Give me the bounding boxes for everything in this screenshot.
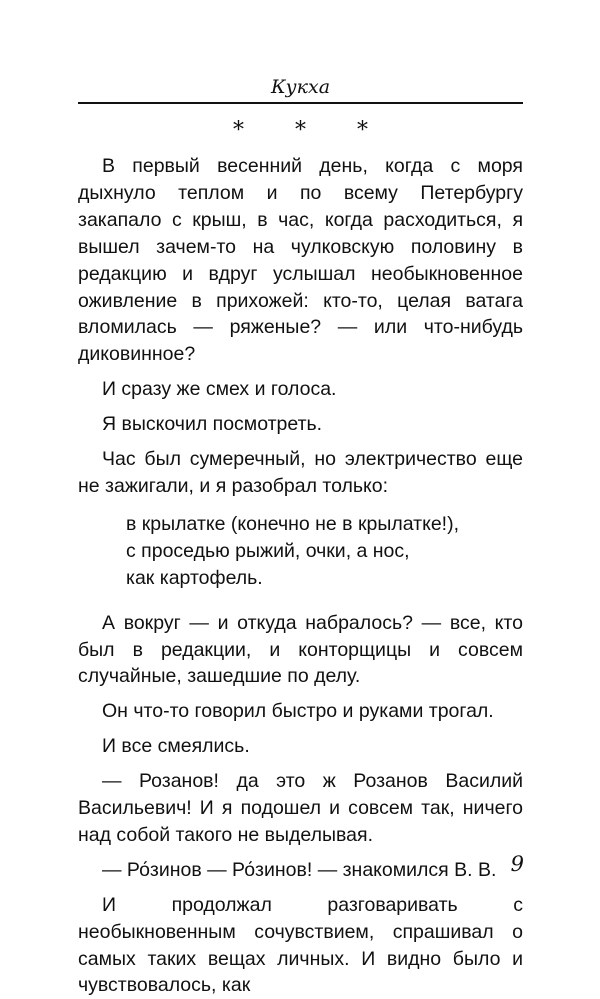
paragraph: — Розанов! да это ж Розанов Василий Васильевич! И я подошел и совсем так, ничего над собой такого не выделывая. [78,770,523,846]
page-number: 9 [510,852,524,876]
paragraph: И продолжал разговаривать с необыкновенным сочувствием, спрашивал о самых таких вещах личных. И видно было и чувствовалось, как [78,893,523,997]
verse-line: в крылатке (конечно не в крылатке!), [126,512,460,535]
verse-line: с проседью рыжий, очки, а нос, [126,539,410,562]
body-text [78,153,523,999]
paragraph: Он что-то говорил быстро и руками трогал. [102,700,494,723]
paragraph: Час был сумеречный, но электричество еще не зажигали, и я разобрал только: [78,448,523,497]
paragraph: И все смеялись. [102,735,250,758]
paragraph: — Ро́зинов — Ро́зинов! — знакомился В. В. [102,858,497,881]
paragraph: Я выскочил посмотреть. [102,413,323,436]
section-break-asterism: * * * [233,118,390,143]
paragraph: А вокруг — и откуда набралось? — все, кто был в редакции, и конторщицы и совсем случайные, зашедшие по делу. [78,611,523,688]
verse-line: как картофель. [126,566,263,589]
running-head: Кукха [270,76,331,98]
paragraph: В первый весенний день, когда с моря дыхнуло теплом и по всему Петербургу закапало с крыш, в час, когда расходиться, я вышел зачем-то на чулковскую половину в редакцию и вдруг услышал необыкновенное оживление в прихожей: кто-то, целая ватага вломилась — ряженые? — или что-нибудь диковинное? [78,155,523,366]
header-rule [78,102,523,104]
paragraph: И сразу же смех и голоса. [102,378,337,401]
verse-block [126,511,523,592]
